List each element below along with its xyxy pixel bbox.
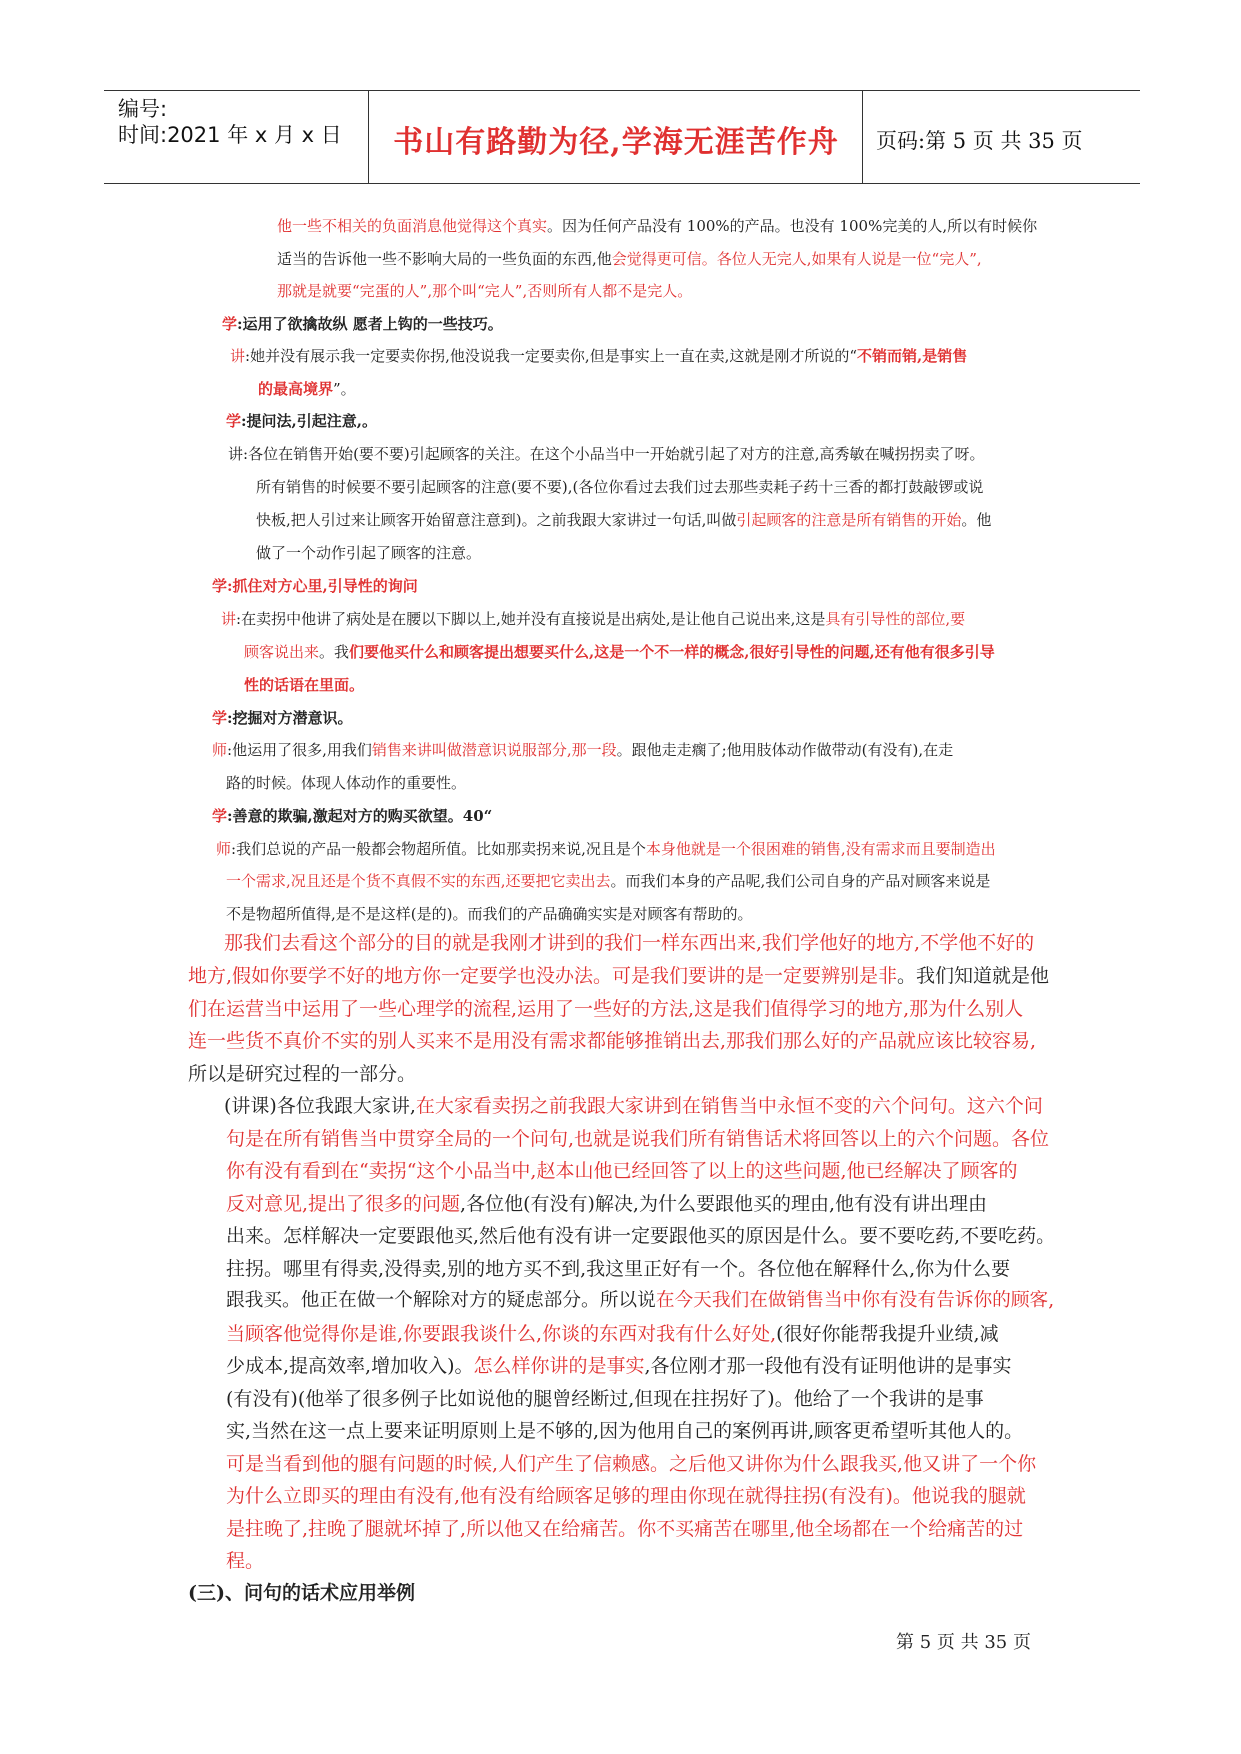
header-page-label: 页码:第 5 页 共 35 页 bbox=[876, 129, 1083, 153]
student-note: 学:提问法,引起注意,。 bbox=[226, 412, 377, 430]
paragraph-line: 们在运营当中运用了一些心理学的流程,运用了一些好的方法,这是我们值得学习的地方,那为什么别人 bbox=[188, 998, 1024, 1020]
teacher-note-cont: 顾客说出来。我们要他买什么和顾客提出想要买什么,这是一个不一样的概念,很好引导性的问题,还有他有很多引导 bbox=[244, 643, 995, 661]
paragraph-line: 反对意见,提出了很多的问题,各位他(有没有)解决,为什么要跟他买的理由,他有没有讲出理由 bbox=[226, 1193, 987, 1215]
page-footer: 第 5 页 共 35 页 bbox=[896, 1632, 1031, 1653]
paragraph-line: 连一些货不真价不实的别人买来不是用没有需求都能够推销出去,那我们那么好的产品就应该比较容易, bbox=[188, 1030, 1037, 1052]
paragraph-line: 程。 bbox=[226, 1550, 265, 1572]
paragraph-line: 你有没有看到在“卖拐“这个小品当中,赵本山他已经回答了以上的这些问题,他已经解决了顾客的 bbox=[226, 1160, 1018, 1182]
document-number-label: 编号: bbox=[118, 97, 168, 121]
document-time-label: 时间:2021 年 x 月 x 日 bbox=[118, 123, 342, 147]
body-line: 适当的告诉他一些不影响大局的一些负面的东西,他会觉得更可信。各位人无完人,如果有人说是一位“完人”, bbox=[277, 250, 982, 268]
teacher-note-cont: 不是物超所值得,是不是这样(是的)。而我们的产品确确实实是对顾客有帮助的。 bbox=[226, 905, 753, 923]
paragraph-line: 拄拐。哪里有得卖,没得卖,别的地方买不到,我这里正好有一个。各位他在解释什么,你为什么要 bbox=[226, 1258, 1011, 1280]
paragraph-line: (讲课)各位我跟大家讲,在大家看卖拐之前我跟大家讲到在销售当中永恒不变的六个问句。这六个问 bbox=[224, 1095, 1043, 1117]
student-note: 学:善意的欺骗,激起对方的购买欲望。40“ bbox=[212, 807, 493, 825]
body-line: 他一些不相关的负面消息他觉得这个真实。因为任何产品没有 100%的产品。也没有 100%完美的人,所以有时候你 bbox=[277, 217, 1038, 235]
paragraph-line: 那我们去看这个部分的目的就是我刚才讲到的我们一样东西出来,我们学他好的地方,不学他不好的 bbox=[224, 932, 1035, 954]
paragraph-line: 是拄晚了,拄晚了腿就坏掉了,所以他又在给痛苦。你不买痛苦在哪里,他全场都在一个给痛苦的过 bbox=[226, 1518, 1024, 1540]
header-motto-cell bbox=[370, 91, 863, 183]
teacher-note-cont: 路的时候。体现人体动作的重要性。 bbox=[226, 774, 467, 792]
header-page-cell bbox=[864, 91, 1140, 183]
paragraph-line: 出来。怎样解决一定要跟他买,然后他有没有讲一定要跟他买的原因是什么。要不要吃药,不要吃药。 bbox=[226, 1225, 1056, 1247]
paragraph-line: 为什么立即买的理由有没有,他有没有给顾客足够的理由你现在就得拄拐(有没有)。他说我的腿就 bbox=[226, 1485, 1026, 1507]
student-note: 学:挖掘对方潜意识。 bbox=[212, 709, 353, 727]
teacher-note-cont: 的最高境界”。 bbox=[258, 380, 356, 398]
teacher-note-cont: 所有销售的时候要不要引起顾客的注意(要不要),(各位你看过去我们过去那些卖耗子药十三香的都打鼓敲锣或说 bbox=[256, 478, 984, 496]
paragraph-line: 所以是研究过程的一部分。 bbox=[188, 1063, 417, 1085]
teacher-note: 师:我们总说的产品一般都会物超所值。比如那卖拐来说,况且是个本身他就是一个很困难的销售,没有需求而且要制造出 bbox=[216, 840, 996, 858]
paragraph-line: 地方,假如你要学不好的地方你一定要学也没办法。可是我们要讲的是一定要辨别是非。我们知道就是他 bbox=[188, 965, 1050, 987]
paragraph-line: 当顾客他觉得你是谁,你要跟我谈什么,你谈的东西对我有什么好处,(很好你能帮我提升业绩,减 bbox=[226, 1323, 999, 1345]
paragraph-line: 句是在所有销售当中贯穿全局的一个问句,也就是说我们所有销售话术将回答以上的六个问题。各位 bbox=[226, 1128, 1050, 1150]
teacher-note-cont: 做了一个动作引起了顾客的注意。 bbox=[256, 544, 482, 562]
paragraph-line: 少成本,提高效率,增加收入)。怎么样你讲的是事实,各位刚才那一段他有没有证明他讲的是事实 bbox=[226, 1355, 1012, 1377]
page-header bbox=[104, 90, 1140, 184]
header-info-cell bbox=[104, 91, 369, 183]
student-note: 学:抓住对方心里,引导性的询问 bbox=[212, 577, 418, 595]
teacher-note-cont: 性的话语在里面。 bbox=[244, 676, 365, 694]
teacher-note-cont: 一个需求,况且还是个货不真假不实的东西,还要把它卖出去。而我们本身的产品呢,我们公司自身的产品对顾客来说是 bbox=[226, 872, 991, 890]
teacher-note: 讲:在卖拐中他讲了病处是在腰以下脚以上,她并没有直接说是出病处,是让他自己说出来,这是具有引导性的部位,要 bbox=[221, 610, 966, 628]
teacher-note: 讲:她并没有展示我一定要卖你拐,他没说我一定要卖你,但是事实上一直在卖,这就是刚才所说的“不销而销,是销售 bbox=[230, 347, 968, 365]
header-motto: 书山有路勤为径,学海无涯苦作舟 bbox=[393, 125, 839, 160]
body-line: 那就是就要“完蛋的人”,那个叫“完人”,否则所有人都不是完人。 bbox=[277, 282, 693, 300]
paragraph-line: 跟我买。他正在做一个解除对方的疑虑部分。所以说在今天我们在做销售当中你有没有告诉你的顾客, bbox=[226, 1290, 1055, 1311]
paragraph-line: 可是当看到他的腿有问题的时候,人们产生了信赖感。之后他又讲你为什么跟我买,他又讲了一个你 bbox=[226, 1453, 1037, 1475]
section-heading: (三)、问句的话术应用举例 bbox=[188, 1582, 415, 1604]
paragraph-line: (有没有)(他举了很多例子比如说他的腿曾经断过,但现在拄拐好了)。他给了一个我讲的是事 bbox=[226, 1388, 984, 1410]
paragraph-line: 实,当然在这一点上要来证明原则上是不够的,因为他用自己的案例再讲,顾客更希望听其他人的。 bbox=[226, 1420, 1024, 1442]
teacher-note-cont: 快板,把人引过来让顾客开始留意注意到)。之前我跟大家讲过一句话,叫做引起顾客的注意是所有销售的开始。他 bbox=[256, 511, 992, 529]
teacher-note: 讲:各位在销售开始(要不要)引起顾客的关注。在这个小品当中一开始就引起了对方的注意,高秀敏在喊拐拐卖了呀。 bbox=[228, 445, 985, 463]
student-note: 学:运用了欲擒故纵 愿者上钩的一些技巧。 bbox=[222, 315, 503, 333]
teacher-note: 师:他运用了很多,用我们销售来讲叫做潜意识说服部分,那一段。跟他走走瘸了;他用肢体动作做带动(有没有),在走 bbox=[212, 741, 954, 759]
